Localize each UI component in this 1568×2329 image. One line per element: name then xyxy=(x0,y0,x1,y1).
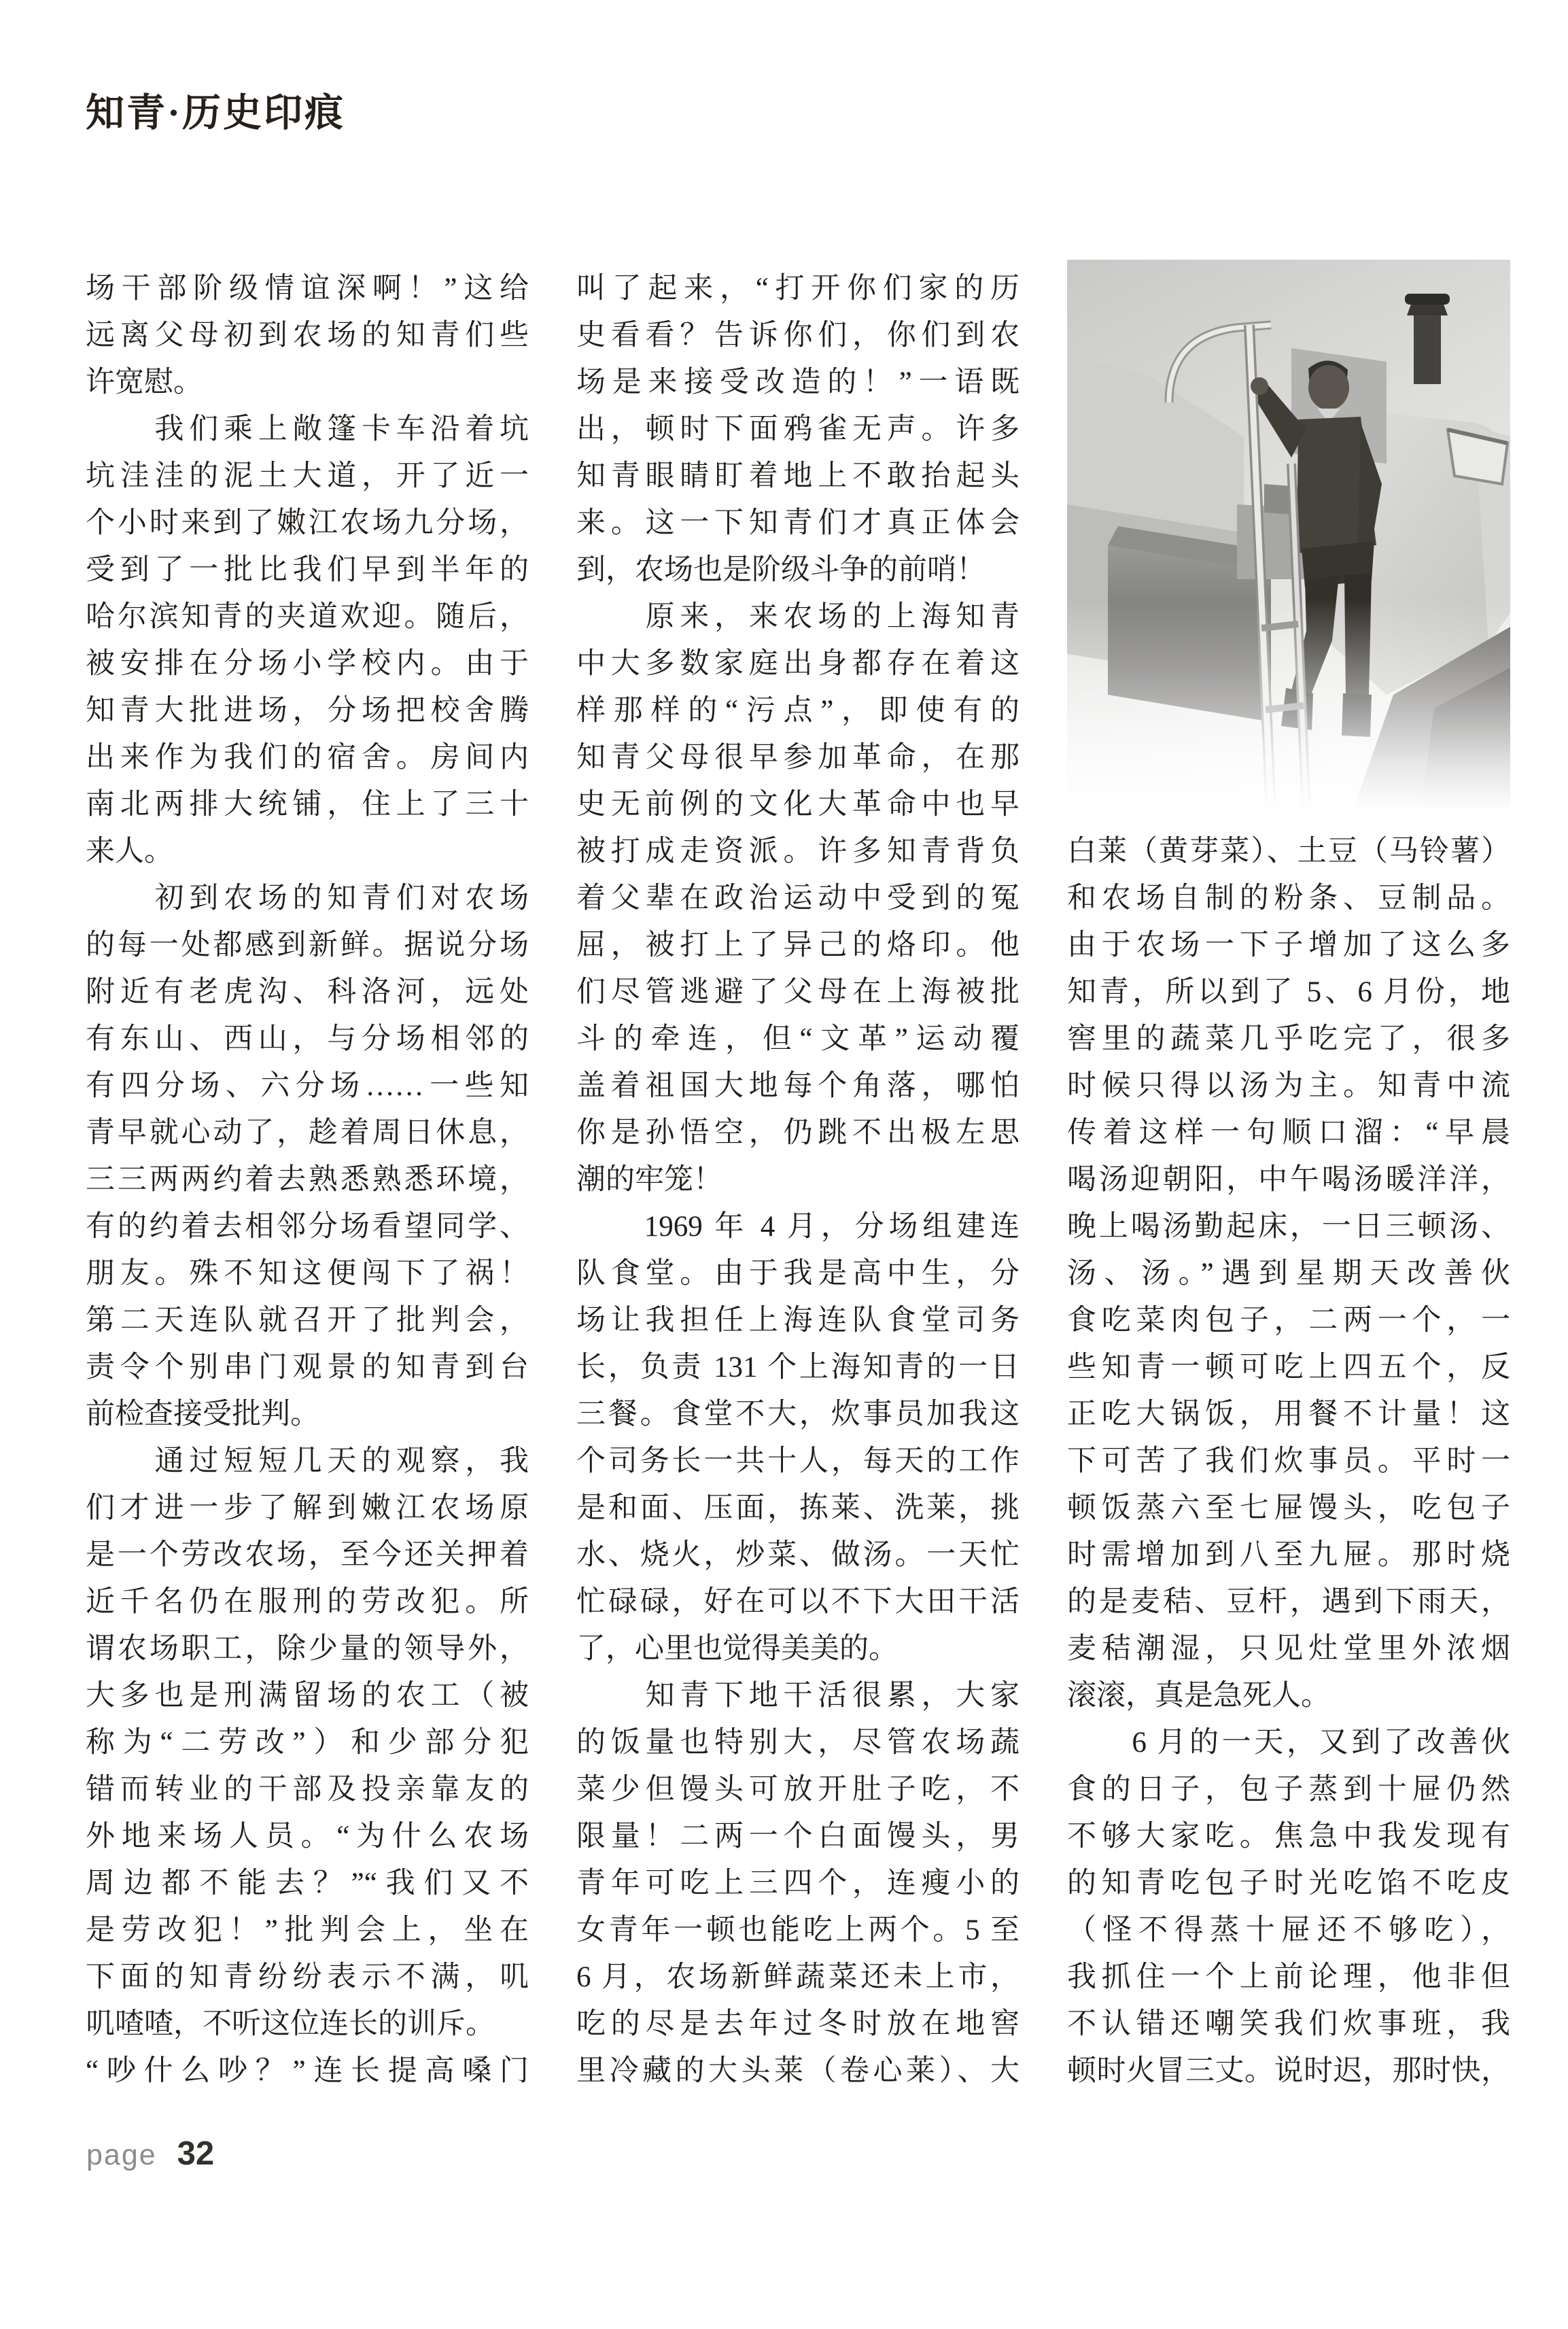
text-line: 初到农场的知青们对农场 xyxy=(86,882,529,914)
text-line: 近千名仍在服刑的劳改犯。所 xyxy=(86,1586,529,1618)
text-line: 忙碌碌，好在可以不下大田干活 xyxy=(576,1586,1020,1618)
text-line: 传着这样一句顺口溜：“早晨 xyxy=(1067,1117,1510,1149)
text-line: 我抓住一个上前论理，他非但 xyxy=(1067,1961,1510,1993)
text-line: 到，农场也是阶级斗争的前哨！ xyxy=(576,554,986,586)
text-line: 里冷藏的大头莱（卷心莱）、大 xyxy=(576,2055,1020,2087)
text-column-3 xyxy=(1067,828,1510,2094)
text-line: 知青父母很早参加革命，在那 xyxy=(576,742,1020,774)
text-line: 谓农场职工，除少量的领导外， xyxy=(86,1633,529,1665)
text-line: 长，负责 131 个上海知青的一日 xyxy=(576,1351,1020,1383)
text-line: 原来，来农场的上海知青 xyxy=(576,601,1020,633)
text-line: 个小时来到了嫩江农场九分场， xyxy=(86,507,529,539)
text-line: 下面的知青纷纷表示不满，叽 xyxy=(86,1961,529,1993)
text-line: 被打成走资派。许多知青背负 xyxy=(576,835,1020,867)
footer-page-number: 32 xyxy=(177,2135,215,2172)
text-line: 场让我担任上海连队食堂司务 xyxy=(576,1305,1020,1336)
text-line: 错而转业的干部及投亲靠友的 xyxy=(86,1774,529,1806)
text-line: 样那样的“污点”，即使有的 xyxy=(576,695,1020,727)
text-line: 晚上喝汤勤起床，一日三顿汤、 xyxy=(1067,1211,1510,1243)
text-line: 们尽管逃避了父母在上海被批 xyxy=(576,976,1020,1008)
text-line: 朋友。殊不知这便闯下了祸！ xyxy=(86,1258,529,1290)
text-line: 通过短短几天的观察，我 xyxy=(86,1445,529,1477)
text-line: 的饭量也特别大，尽管农场蔬 xyxy=(576,1727,1020,1759)
text-line: 受到了一批比我们早到半年的 xyxy=(86,554,529,586)
text-line: 是劳改犯！”批判会上，坐在 xyxy=(86,1914,529,1946)
text-line: 窖里的蔬菜几乎吃完了，很多 xyxy=(1067,1023,1510,1055)
text-line: 着父辈在政治运动中受到的冤 xyxy=(576,882,1020,914)
text-line: 正吃大锅饭，用餐不计量！这 xyxy=(1067,1398,1510,1430)
footer-page-label: page xyxy=(86,2139,157,2171)
text-line: 限量！二两一个白面馒头，男 xyxy=(576,1821,1020,1852)
text-line: 三餐。食堂不大，炊事员加我这 xyxy=(576,1398,1020,1430)
text-line: 场是来接受改造的！”一语既 xyxy=(576,366,1020,398)
text-line: 你是孙悟空，仍跳不出极左思 xyxy=(576,1117,1020,1149)
text-line: 6 月的一天，又到了改善伙 xyxy=(1067,1727,1510,1759)
person-hand xyxy=(1251,377,1268,395)
text-line: 前检查接受批判。 xyxy=(86,1398,319,1430)
text-line: 1969 年 4 月，分场组建连 xyxy=(576,1211,1020,1243)
text-line: 滚滚，真是急死人。 xyxy=(1067,1680,1330,1712)
text-line: 菜少但馒头可放开肚子吃，不 xyxy=(576,1774,1020,1806)
text-line: 顿饭蒸六至七屉馒头，吃包子 xyxy=(1067,1492,1510,1524)
text-line: 来。这一下知青们才真正体会 xyxy=(576,507,1020,539)
text-line: 南北两排大统铺，住上了三十 xyxy=(86,789,529,821)
text-line: 麦秸潮湿，只见灶堂里外浓烟 xyxy=(1067,1633,1510,1665)
text-line: 青年可吃上三四个，连瘦小的 xyxy=(576,1867,1020,1899)
text-line: 吃的尽是去年过冬时放在地窖 xyxy=(576,2008,1020,2040)
text-line: 远离父母初到农场的知青们些 xyxy=(86,320,529,351)
text-line: 不认错还嘲笑我们炊事班，我 xyxy=(1067,2008,1510,2040)
text-line: 些知青一顿可吃上四五个，反 xyxy=(1067,1351,1510,1383)
text-line: 知青，所以到了 5、6 月份，地 xyxy=(1067,976,1510,1008)
text-line: 许宽慰。 xyxy=(86,366,203,398)
text-line: 中大多数家庭出身都存在着这 xyxy=(576,648,1020,680)
text-line: 队食堂。由于我是高中生，分 xyxy=(576,1258,1020,1290)
photo-bottom-fade xyxy=(1067,600,1510,812)
harvester-photo-illustration xyxy=(1067,260,1510,812)
text-line: 顿时火冒三丈。说时迟，那时快， xyxy=(1067,2055,1510,2087)
text-line: 是一个劳改农场，至今还关押着 xyxy=(86,1539,529,1571)
page-footer xyxy=(86,2135,214,2173)
text-column-2 xyxy=(576,265,1020,2094)
text-line: 外地来场人员。“为什么农场 xyxy=(86,1821,529,1852)
text-line: 周边都不能去？”“我们又不 xyxy=(86,1867,529,1899)
text-line: 潮的牢笼！ xyxy=(576,1164,722,1196)
text-line: 时候只得以汤为主。知青中流 xyxy=(1067,1070,1510,1102)
text-line: 来人。 xyxy=(86,835,173,867)
text-line: 个司务长一共十人，每天的工作 xyxy=(576,1445,1020,1477)
text-line: 哈尔滨知青的夹道欢迎。随后， xyxy=(86,601,529,633)
text-line: 是和面、压面，拣莱、洗莱，挑 xyxy=(576,1492,1020,1524)
text-line: 称为“二劳改”）和少部分犯 xyxy=(86,1727,529,1759)
text-line: 第二天连队就召开了批判会， xyxy=(86,1305,529,1336)
text-line: 场干部阶级情谊深啊！”这给 xyxy=(86,273,529,305)
text-line: 屈，被打上了异己的烙印。他 xyxy=(576,929,1020,961)
text-line: 有的约着去相邻分场看望同学、 xyxy=(86,1211,529,1243)
text-line: 斗的牵连，但“文革”运动覆 xyxy=(576,1023,1020,1055)
text-line: 由于农场一下子增加了这么多 xyxy=(1067,929,1510,961)
text-line: 大多也是刑满留场的农工（被 xyxy=(86,1680,529,1712)
text-line: 白莱（黄芽菜）、土豆（马铃薯） xyxy=(1067,835,1510,867)
text-line: 附近有老虎沟、科洛河，远处 xyxy=(86,976,529,1008)
section-header: 知青·历史印痕 xyxy=(86,92,346,135)
text-line: 的每一处都感到新鲜。据说分场 xyxy=(86,929,529,961)
text-line: 的是麦秸、豆杆，遇到下雨天， xyxy=(1067,1586,1510,1618)
text-line: 史看看？告诉你们，你们到农 xyxy=(576,320,1020,351)
article-photo xyxy=(1067,260,1510,812)
text-line: 女青年一顿也能吃上两个。5 至 xyxy=(576,1914,1020,1946)
text-line: 史无前例的文化大革命中也早 xyxy=(576,789,1020,821)
text-line: 叽喳喳，不听这位连长的训斥。 xyxy=(86,2008,495,2040)
text-column-1 xyxy=(86,265,529,2094)
text-line: 青早就心动了，趁着周日休息， xyxy=(86,1117,529,1149)
text-line: 不够大家吃。焦急中我发现有 xyxy=(1067,1821,1510,1852)
text-line: 叫了起来，“打开你们家的历 xyxy=(576,273,1020,305)
text-line: 时需增加到八至九屉。那时烧 xyxy=(1067,1539,1510,1571)
text-line: 了，心里也觉得美美的。 xyxy=(576,1633,898,1665)
text-line: 水、烧火，炒菜、做汤。一天忙 xyxy=(576,1539,1020,1571)
text-line: 汤、汤。”遇到星期天改善伙 xyxy=(1067,1258,1510,1290)
text-line: 食的日子，包子蒸到十屉仍然 xyxy=(1067,1774,1510,1806)
text-line: 出来作为我们的宿舍。房间内 xyxy=(86,742,529,774)
text-line: 责令个别串门观景的知青到台 xyxy=(86,1351,529,1383)
text-line: 和农场自制的粉条、豆制品。 xyxy=(1067,882,1510,914)
text-line: 知青下地干活很累，大家 xyxy=(576,1680,1020,1712)
text-line: 我们乘上敞篷卡车沿着坑 xyxy=(86,413,529,445)
text-line: 喝汤迎朝阳，中午喝汤暖洋洋， xyxy=(1067,1164,1510,1196)
text-line: 出，顿时下面鸦雀无声。许多 xyxy=(576,413,1020,445)
text-line: 们才进一步了解到嫩江农场原 xyxy=(86,1492,529,1524)
text-line: “吵什么吵？”连长提高嗓门 xyxy=(86,2055,529,2087)
text-line: 盖着祖国大地每个角落，哪怕 xyxy=(576,1070,1020,1102)
text-line: 6 月，农场新鲜蔬菜还未上市， xyxy=(576,1961,1020,1993)
text-line: 食吃菜肉包子，二两一个，一 xyxy=(1067,1305,1510,1336)
text-line: 有东山、西山，与分场相邻的 xyxy=(86,1023,529,1055)
text-line: 有四分场、六分场……一些知 xyxy=(86,1070,529,1102)
text-line: 知青眼睛盯着地上不敢抬起头 xyxy=(576,460,1020,492)
text-line: 知青大批进场，分场把校舍腾 xyxy=(86,695,529,727)
text-line: 坑洼洼的泥土大道，开了近一 xyxy=(86,460,529,492)
text-line: 三三两两约着去熟悉熟悉环境， xyxy=(86,1164,529,1196)
text-line: （怪不得蒸十屉还不够吃）， xyxy=(1067,1914,1510,1946)
text-line: 下可苦了我们炊事员。平时一 xyxy=(1067,1445,1510,1477)
text-line: 的知青吃包子时光吃馅不吃皮 xyxy=(1067,1867,1510,1899)
text-line: 被安排在分场小学校内。由于 xyxy=(86,648,529,680)
